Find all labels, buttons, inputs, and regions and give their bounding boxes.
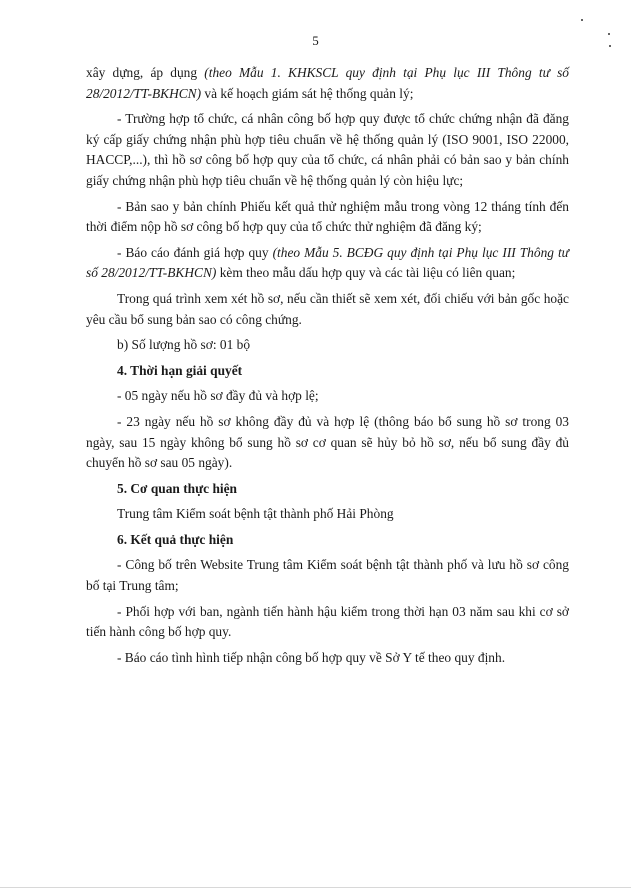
document-body	[86, 63, 569, 673]
section-heading	[86, 479, 569, 500]
paragraph	[86, 386, 569, 407]
text-run: 4. Thời hạn giải quyết	[117, 362, 243, 378]
text-run: b) Số lượng hồ sơ: 01 bộ	[117, 337, 251, 353]
paragraph	[86, 504, 569, 525]
text-run: - Trường hợp tổ chức, cá nhân công bố hợp quy được tổ chức chứng nhận đã đăng ký cấp giấy chứng nhận phù hợp tiêu chuẩn về hệ thống quản lý (ISO 9001, ISO 22000, HACCP,...), thì hồ sơ công bố hợp quy của tổ chức, cá nhân phải có bản sao y bản chính giấy chứng nhận phù hợp tiêu chuẩn về hệ thống quản lý còn hiệu lực;	[86, 111, 569, 188]
text-run: - Phối hợp với ban, ngành tiến hành hậu kiểm trong thời hạn 03 năm sau khi cơ sở tiến hành công bố hợp quy.	[86, 603, 569, 640]
paragraph	[86, 63, 569, 104]
text-run: kèm theo mẫu dấu hợp quy và các tài liệu có liên quan;	[216, 265, 516, 281]
paragraph	[86, 109, 569, 191]
paragraph	[86, 648, 569, 669]
section-heading	[86, 530, 569, 551]
text-run: - 05 ngày nếu hồ sơ đầy đủ và hợp lệ;	[117, 388, 319, 404]
text-run: Trung tâm Kiểm soát bệnh tật thành phố Hải Phòng	[117, 506, 394, 522]
page-number: 5	[312, 33, 319, 48]
section-heading	[86, 361, 569, 382]
page-edge	[0, 887, 631, 888]
scan-speck	[608, 33, 610, 35]
paragraph	[86, 602, 569, 643]
text-run: 5. Cơ quan thực hiện	[117, 480, 237, 496]
paragraph	[86, 243, 569, 284]
text-run: - 23 ngày nếu hồ sơ không đầy đủ và hợp lệ (thông báo bổ sung hồ sơ trong 03 ngày, sau 15 ngày không bổ sung hồ sơ cơ quan sẽ hủy bỏ hồ sơ, nếu bổ sung đầy đủ chuyển hồ sơ sau 05 ngày).	[86, 413, 569, 471]
text-run: Trong quá trình xem xét hồ sơ, nếu cần thiết sẽ xem xét, đối chiếu với bản gốc hoặc yêu cầu bổ sung bản sao có công chứng.	[86, 290, 569, 327]
italic-citation: (theo Mẫu 5. BCĐG quy định tại Phụ lục III Thông tư số 28/2012/TT-BKHCN)	[86, 244, 569, 281]
text-run: xây dựng, áp dụng	[86, 65, 205, 80]
paragraph	[86, 289, 569, 330]
scan-speck	[609, 45, 611, 47]
italic-citation: (theo Mẫu 1. KHKSCL quy định tại Phụ lục III Thông tư số 28/2012/TT-BKHCN)	[86, 65, 569, 101]
text-run: - Công bố trên Website Trung tâm Kiểm soát bệnh tật thành phố và lưu hồ sơ công bố tại Trung tâm;	[86, 557, 569, 594]
paragraph	[86, 197, 569, 238]
text-run: và kế hoạch giám sát hệ thống quản lý;	[201, 85, 414, 101]
text-run: - Báo cáo đánh giá hợp quy	[117, 244, 273, 260]
text-run: - Bản sao y bản chính Phiếu kết quả thử nghiệm mẫu trong vòng 12 tháng tính đến thời điểm nộp hồ sơ công bố hợp quy của tổ chức thử nghiệm đã đăng ký;	[86, 198, 569, 235]
text-run: - Báo cáo tình hình tiếp nhận công bố hợp quy về Sở Y tế theo quy định.	[117, 649, 506, 665]
paragraph	[86, 555, 569, 596]
paragraph	[86, 412, 569, 474]
text-run: 6. Kết quả thực hiện	[117, 531, 234, 547]
paragraph	[86, 335, 569, 356]
scan-speck	[581, 19, 583, 21]
